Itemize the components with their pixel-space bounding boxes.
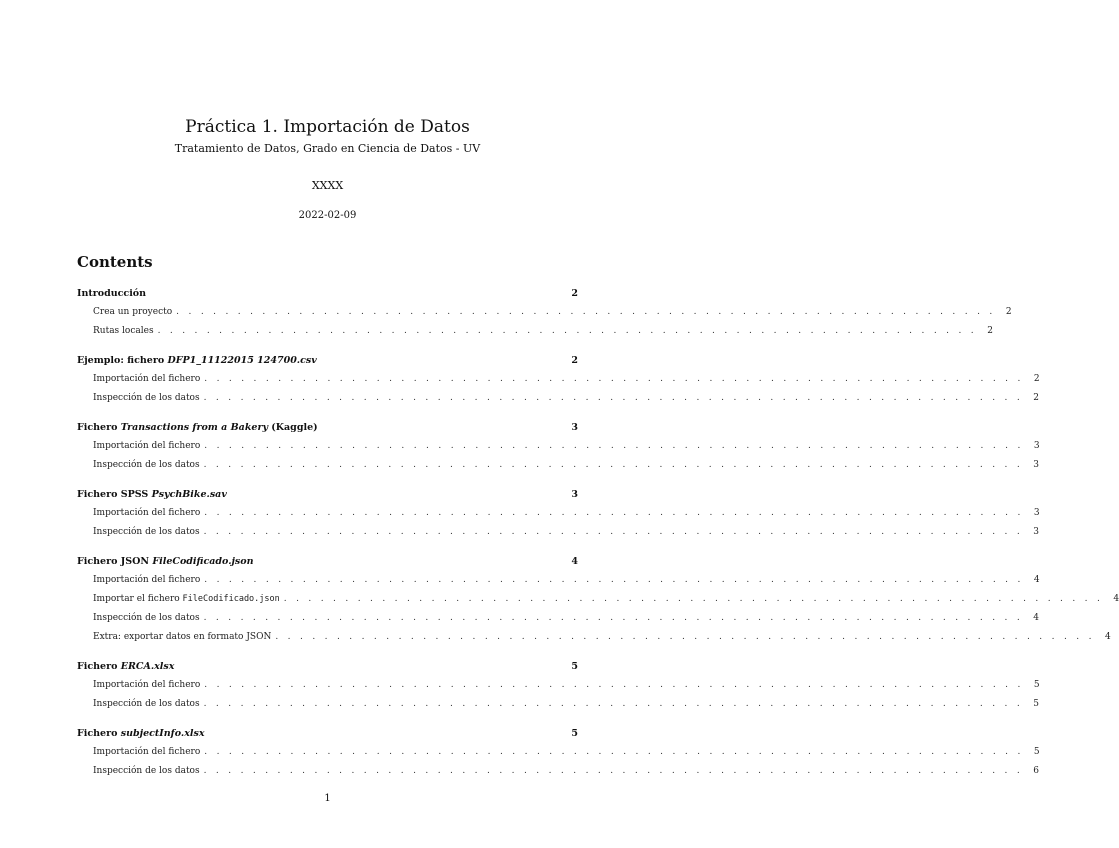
toc-text-part: PsychBike.sav <box>151 489 227 500</box>
toc-section-gap <box>77 475 578 485</box>
toc-dot-leader: . . . . . . . . . . . . . . . . . . . . . . . . . . . . . . . . . . . . . . . . . . . . . . . . . . . . . . . . . . . . . . . . . . . <box>204 441 1024 451</box>
toc-subsection-page: 2 <box>1033 393 1039 403</box>
toc-subsection-title <box>93 743 200 762</box>
toc-subsection-title <box>93 523 200 542</box>
toc-subsection-entry[interactable] <box>77 571 1040 590</box>
toc-section-page: 3 <box>571 422 578 433</box>
toc-subsection-entry[interactable] <box>77 389 1039 408</box>
toc-dot-leader: . . . . . . . . . . . . . . . . . . . . . . . . . . . . . . . . . . . . . . . . . . . . . . . . . . . . . . . . . . . . . . . . . . . <box>203 613 1023 623</box>
toc-section-entry[interactable] <box>77 724 578 743</box>
toc-text-part: Fichero JSON <box>77 556 153 567</box>
toc-subsection-title <box>93 389 200 408</box>
toc-dot-leader: . . . . . . . . . . . . . . . . . . . . . . . . . . . . . . . . . . . . . . . . . . . . . . . . . . . . . . . . . . . . . . . . . . . <box>204 747 1024 757</box>
toc-dot-leader: . . . . . . . . . . . . . . . . . . . . . . . . . . . . . . . . . . . . . . . . . . . . . . . . . . . . . . . . . . . . . . . . . . . <box>204 575 1024 585</box>
toc-subsection-entry[interactable] <box>77 676 1040 695</box>
toc-text-part: Inspección de los datos <box>93 766 200 776</box>
toc-section-page: 5 <box>571 661 578 672</box>
toc-section-page: 3 <box>571 489 578 500</box>
toc-subsection-title <box>93 303 172 322</box>
toc-subsection-entry[interactable] <box>77 303 1012 322</box>
toc-section-gap <box>77 714 578 724</box>
toc-subsection-page: 3 <box>1033 441 1040 451</box>
toc-subsection-title <box>93 609 200 628</box>
toc-subsection-page: 4 <box>1033 575 1040 585</box>
toc-section-gap <box>77 647 578 657</box>
toc-section-page: 2 <box>571 288 578 299</box>
toc-dot-leader: . . . . . . . . . . . . . . . . . . . . . . . . . . . . . . . . . . . . . . . . . . . . . . . . . . . . . . . . . . . . . . . . . . . <box>275 632 1095 642</box>
toc-subsection-page: 3 <box>1033 527 1039 537</box>
toc-text-part: Fichero <box>77 661 121 672</box>
toc-section-title <box>77 351 564 370</box>
toc-dot-leader: . . . . . . . . . . . . . . . . . . . . . . . . . . . . . . . . . . . . . . . . . . . . . . . . . . . . . . . . . . . . . . . . . . . <box>283 594 1104 604</box>
toc-subsection-page: 4 <box>1105 632 1111 642</box>
toc-text-part: Importación del fichero <box>93 680 201 690</box>
toc-section-page: 2 <box>571 355 578 366</box>
toc-text-part: ERCA.xlsx <box>120 661 175 672</box>
toc-subsection-title <box>93 762 200 781</box>
document-title: Práctica 1. Importación de Datos <box>185 117 470 137</box>
toc-text-part: (Kaggle) <box>267 422 318 433</box>
toc-text-part: Importación del fichero <box>93 747 201 757</box>
toc-section-entry[interactable] <box>77 284 578 303</box>
toc-text-part: Ejemplo: fichero <box>77 355 168 366</box>
toc-subsection-page: 5 <box>1033 699 1039 709</box>
toc-section-entry[interactable] <box>77 418 578 437</box>
toc-subsection-title <box>93 370 200 389</box>
toc-text-part: Importación del fichero <box>93 441 201 451</box>
toc-section-title <box>77 418 564 437</box>
toc-subsection-page: 6 <box>1033 766 1039 776</box>
document-author: XXXX <box>311 179 344 192</box>
toc-text-part: Introducción <box>77 288 147 299</box>
toc-section-title <box>77 552 564 571</box>
toc-subsection-page: 3 <box>1033 460 1039 470</box>
toc-text-part: DFP1_11122015 124700.csv <box>167 355 317 366</box>
toc-subsection-title <box>93 504 200 523</box>
toc-section-page: 5 <box>571 728 578 739</box>
toc-subsection-page: 3 <box>1033 508 1040 518</box>
toc-text-part: Extra: exportar datos en formato JSON <box>93 632 272 642</box>
toc-text-part: Importación del fichero <box>93 508 201 518</box>
toc-subsection-title <box>93 628 271 647</box>
toc-dot-leader: . . . . . . . . . . . . . . . . . . . . . . . . . . . . . . . . . . . . . . . . . . . . . . . . . . . . . . . . . . . . . . . . . . . <box>203 766 1023 776</box>
toc-subsection-entry[interactable] <box>77 322 993 341</box>
toc-section-title <box>77 485 564 504</box>
toc-dot-leader: . . . . . . . . . . . . . . . . . . . . . . . . . . . . . . . . . . . . . . . . . . . . . . . . . . . . . . . . . . . . . . . . . . . <box>203 527 1023 537</box>
toc-subsection-title <box>93 456 200 475</box>
toc-subsection-entry[interactable] <box>77 504 1040 523</box>
toc-text-part: Fichero <box>77 422 121 433</box>
toc-subsection-entry[interactable] <box>77 370 1040 389</box>
toc-subsection-entry[interactable] <box>77 762 1039 781</box>
toc-section-gap <box>77 542 578 552</box>
toc-dot-leader: . . . . . . . . . . . . . . . . . . . . . . . . . . . . . . . . . . . . . . . . . . . . . . . . . . . . . . . . . . . . . . . . . . . <box>204 508 1024 518</box>
toc-text-part: FileCodificado.json <box>182 594 280 604</box>
toc-section-entry[interactable] <box>77 485 578 504</box>
toc-dot-leader: . . . . . . . . . . . . . . . . . . . . . . . . . . . . . . . . . . . . . . . . . . . . . . . . . . . . . . . . . . . . . . . . . . . <box>157 326 977 336</box>
toc-text-part: Fichero SPSS <box>77 489 152 500</box>
document-subtitle: Tratamiento de Datos, Grado en Ciencia de Datos - UV <box>174 142 481 155</box>
toc-section-entry[interactable] <box>77 351 578 370</box>
toc-dot-leader: . . . . . . . . . . . . . . . . . . . . . . . . . . . . . . . . . . . . . . . . . . . . . . . . . . . . . . . . . . . . . . . . . . . <box>176 307 996 317</box>
toc-text-part: Importar el fichero <box>93 594 183 604</box>
toc-subsection-entry[interactable] <box>77 609 1039 628</box>
toc-subsection-entry[interactable] <box>77 523 1039 542</box>
toc-subsection-entry[interactable] <box>77 695 1039 714</box>
table-of-contents <box>77 284 1119 781</box>
toc-section-gap <box>77 408 578 418</box>
toc-text-part: Fichero <box>77 728 121 739</box>
toc-dot-leader: . . . . . . . . . . . . . . . . . . . . . . . . . . . . . . . . . . . . . . . . . . . . . . . . . . . . . . . . . . . . . . . . . . . <box>204 680 1024 690</box>
toc-section-title <box>77 724 564 743</box>
toc-dot-leader: . . . . . . . . . . . . . . . . . . . . . . . . . . . . . . . . . . . . . . . . . . . . . . . . . . . . . . . . . . . . . . . . . . . <box>204 374 1024 384</box>
toc-subsection-page: 4 <box>1033 613 1039 623</box>
toc-section-page: 4 <box>571 556 578 567</box>
toc-text-part: Transactions from a Bakery <box>120 422 268 433</box>
toc-text-part: Inspección de los datos <box>93 527 200 537</box>
toc-subsection-page: 2 <box>1005 307 1012 317</box>
toc-subsection-title <box>93 571 200 590</box>
toc-section-entry[interactable] <box>77 552 578 571</box>
toc-text-part: Rutas locales <box>93 326 154 336</box>
toc-section-entry[interactable] <box>77 657 578 676</box>
toc-text-part: Importación del fichero <box>93 575 201 585</box>
toc-dot-leader: . . . . . . . . . . . . . . . . . . . . . . . . . . . . . . . . . . . . . . . . . . . . . . . . . . . . . . . . . . . . . . . . . . . <box>203 699 1023 709</box>
toc-subsection-entry[interactable] <box>77 456 1039 475</box>
toc-text-part: Crea un proyecto <box>93 307 173 317</box>
toc-dot-leader: . . . . . . . . . . . . . . . . . . . . . . . . . . . . . . . . . . . . . . . . . . . . . . . . . . . . . . . . . . . . . . . . . . . <box>203 460 1023 470</box>
toc-subsection-title <box>93 590 280 609</box>
toc-subsection-page: 5 <box>1033 680 1040 690</box>
toc-text-part: FileCodificado.json <box>152 556 254 567</box>
toc-text-part: Inspección de los datos <box>93 699 200 709</box>
toc-subsection-page: 5 <box>1033 747 1040 757</box>
toc-text-part: Inspección de los datos <box>93 460 200 470</box>
toc-section-gap <box>77 341 578 351</box>
toc-subsection-page: 2 <box>1033 374 1040 384</box>
toc-subsection-page: 4 <box>1113 594 1119 604</box>
toc-text-part: Inspección de los datos <box>93 393 200 403</box>
toc-subsection-entry[interactable] <box>77 437 1040 456</box>
contents-heading: Contents <box>77 253 153 271</box>
toc-text-part: subjectInfo.xlsx <box>120 728 205 739</box>
toc-subsection-page: 2 <box>987 326 993 336</box>
toc-text-part: Importación del fichero <box>93 374 201 384</box>
toc-subsection-entry[interactable] <box>77 628 1111 647</box>
toc-subsection-entry[interactable] <box>77 590 1119 609</box>
document-date: 2022-02-09 <box>298 210 357 221</box>
toc-subsection-title <box>93 695 200 714</box>
toc-subsection-title <box>93 437 200 456</box>
toc-section-title <box>77 657 564 676</box>
toc-text-part: Inspección de los datos <box>93 613 200 623</box>
toc-subsection-entry[interactable] <box>77 743 1040 762</box>
toc-section-title <box>77 284 564 303</box>
toc-subsection-title <box>93 676 200 695</box>
toc-subsection-title <box>93 322 154 341</box>
toc-dot-leader: . . . . . . . . . . . . . . . . . . . . . . . . . . . . . . . . . . . . . . . . . . . . . . . . . . . . . . . . . . . . . . . . . . . <box>203 393 1023 403</box>
page-number: 1 <box>324 793 331 804</box>
